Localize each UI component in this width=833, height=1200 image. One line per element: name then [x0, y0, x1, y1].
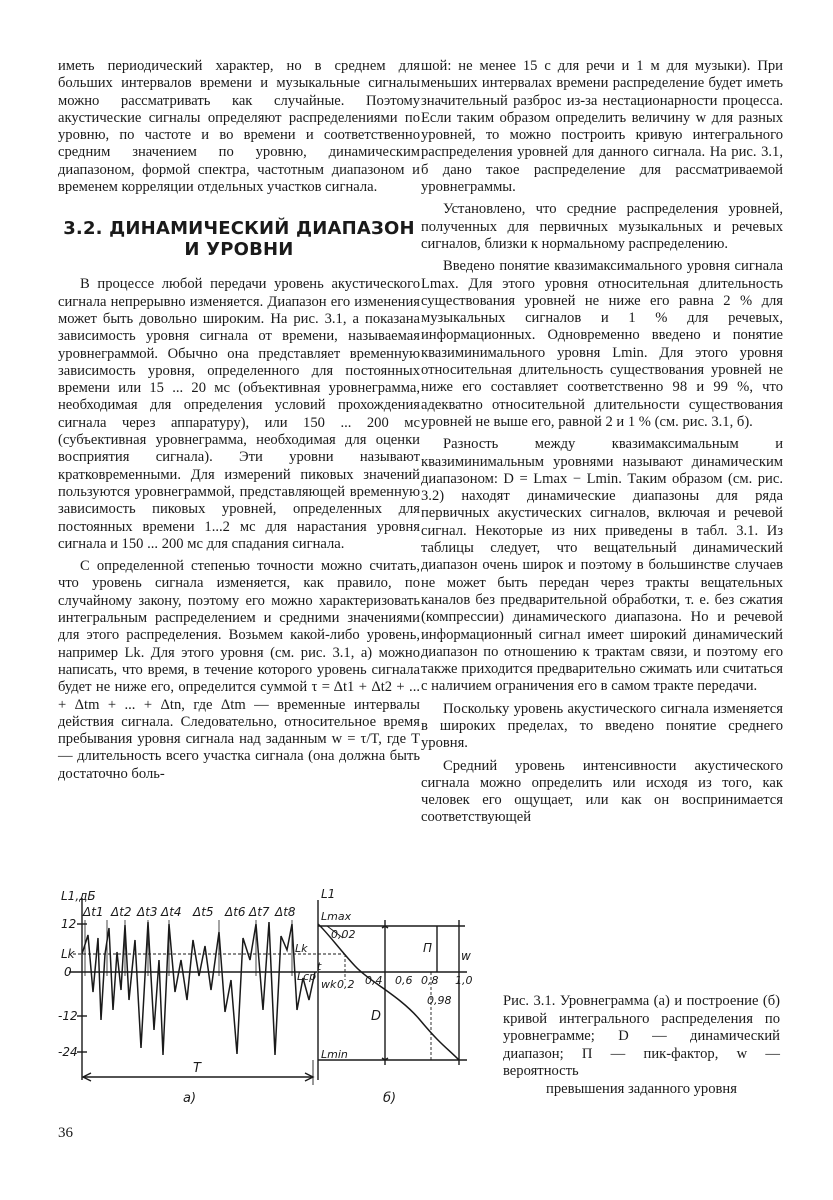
x-tick-0-8: 0,8 [421, 974, 439, 987]
interval-label-dt4: Δt4 [161, 905, 182, 919]
interval-label-dt3: Δt3 [137, 905, 158, 919]
lcp-label: Lср [297, 970, 317, 983]
right-column [421, 58, 783, 827]
tick-label-12: 12 [61, 917, 77, 931]
t-span-label: T [193, 1061, 201, 1076]
paragraph: Средний уровень интенсивности акустического сигнала можно определить или исходя из того, как человек его ощущает, или как он воспринимается соответствующей [421, 757, 783, 826]
x-tick-0-2: 0,2 [337, 978, 355, 991]
pi-label: П [423, 941, 433, 955]
paragraph: иметь периодический характер, но в среднем для больших интервалов времени и музыкальные сигналы можно рассматривать как случайные. Поэтому акустические сигналы определяют распределениями по уровню, по частоте и во времени и соответственно средним значением по уровню, динамическим диапазоном, формой спектра, частотным диапазоном и временем корреляции отдельных участков сигнала. [58, 58, 420, 196]
y-axis-label: L1,дБ [61, 889, 96, 903]
interval-label-dt6: Δt6 [225, 905, 246, 919]
interval-label-dt2: Δt2 [111, 905, 132, 919]
figure-3-1-svg [55, 880, 495, 1110]
tick-label-0: 0 [64, 965, 72, 979]
page-number: 36 [58, 1125, 73, 1141]
paragraph: В процессе любой передачи уровень акустического сигнала непрерывно изменяется. Диапазон его изменения может быть довольно широким. На рис. 3.1, а показана зависимость уровня сигнала от времени, называемая уровнеграммой. Обычно она представляет временную зависимость уровня, определенного для постоянных времени или 15 ... 20 мс (объективная уровнеграмма, необходимая для определения условий прохождения сигнала через аппаратуру), или 150 ... 200 мс (субъективная уровнеграмма, необходимая для оценки восприятия сигнала). Эти уровни называют кратковременными. Для измерений пиковых значений пользуются уровнеграммой, представляющей временную зависимость пиковых уровней, определенных для постоянных времени 1...2 мс для нарастания уровня сигнала и 150 ... 200 мс для спадания сигнала. [58, 276, 420, 552]
tick-label-lk: Lk [61, 947, 75, 961]
paragraph: Поскольку уровень акустического сигнала изменяется в широких пределах, то введено понятие среднего уровня. [421, 700, 783, 752]
paragraph: С определенной степенью точности можно считать, что уровень сигнала изменяется, как правило, по случайному закону, поэтому его можно характеризовать интегральным распределением и средними значениями для этого распределения. Возьмем какой-либо уровень, например Lk. Для этого уровня (см. рис. 3.1, а) можно написать, что время, в течение которого уровень сигнала будет не ниже его, определится суммой τ = Δt1 + Δt2 + ... + Δtm + ... + Δtn, где Δtm — временные интервалы действия сигнала. Следовательно, относительное время пребывания уровня сигнала над заданным w = τ/T, где T — длительность всего участка сигнала (она должна быть достаточно боль- [58, 558, 420, 782]
wk-label: wk [321, 978, 337, 991]
interval-label-dt5: Δt5 [193, 905, 214, 919]
x-tick-0-4: 0,4 [365, 974, 383, 987]
caption-text-last-line: превышения заданного уровня [546, 1080, 737, 1097]
x-tick-0-6: 0,6 [395, 974, 413, 987]
panel-b-label: б) [383, 1091, 397, 1106]
lk-label-b: Lk [295, 942, 308, 955]
x-tick-1-0: 1,0 [455, 974, 473, 987]
paragraph: шой: не менее 15 с для речи и 1 м для музыки). При меньших интервалах времени распределение будет иметь значительный разброс из-за нестационарности процесса. Если таким образом определить величину w для разных уровней, то можно построить кривую интегрального распределения уровней для данного сигнала. На рис. 3.1, б дано такое распределение для рассматриваемой уровнеграммы. [421, 58, 783, 196]
integral-distribution-curve [318, 924, 459, 1060]
section-heading-line2: И УРОВНИ [184, 239, 294, 261]
b-y-axis-label: L1 [321, 887, 336, 901]
val-002-label: 0,02 [331, 928, 356, 941]
interval-label-dt1: Δt1 [83, 905, 104, 919]
tick-label-minus-24: -24 [58, 1045, 78, 1059]
left-column [58, 58, 420, 783]
panel-a-label: а) [183, 1091, 197, 1106]
levelgram-curve [82, 922, 315, 1055]
val-098-label: 0,98 [427, 994, 452, 1007]
paragraph: Установлено, что средние распределения уровней, полученных для первичных музыкальных и речевых сигналов, близки к нормальному распределению. [421, 201, 783, 252]
paragraph: Разность между квазимаксимальным и квазиминимальным уровнями называют динамическим диапазоном: D = Lmax − Lmin. Таким образом (см. рис. 3.2) находят динамические диапазоны для ряда первичных акустических сигналов, включая и речевой сигнал. Некоторые из них приведены в табл. 3.1. Из таблицы следует, что вещательный динамический диапазон очень широк и поэтому в большинстве случаев не может быть передан через тракты вещательных каналов без предварительной обработки, т. е. без сжатия (компрессии) динамического диапазона. Но и речевой информационный сигнал имеет широкий динамический диапазон по отношению к трактам связи, и поэтому его также приходится предварительно сжимать или считаться с наличием ограничения его в самом тракте передачи. [421, 436, 783, 695]
tick-label-minus-12: -12 [58, 1009, 78, 1023]
paragraph: Введено понятие квазимаксимального уровня сигнала Lmax. Для этого уровня относительная длительность существования уровней не ниже его равна 2 % для музыкальных сигналов и 1 % для речевых, информационных. Одновременно введено и понятие квазиминимального уровня Lmin. Для этого уровня относительная длительность существования уровней не ниже его составляет соответственно 98 и 99 %, что адекватно относительной длительности существования уровней не выше его, равной 2 и 1 % (см. рис. 3.1, б). [421, 258, 783, 430]
d-label: D [371, 1009, 382, 1024]
interval-label-dt8: Δt8 [275, 905, 296, 919]
tau-label: t [317, 960, 322, 973]
w-label: w [461, 949, 471, 963]
lmax-label: Lmax [321, 910, 352, 923]
caption-text: Рис. 3.1. Уровнеграмма (а) и построение (б) кривой интегрального распределения по уровнеграмме; D — динамический диапазон; П — пик-фактор, w — вероятность [503, 993, 780, 1079]
figure-3-1 [55, 880, 495, 1110]
figure-caption [503, 993, 780, 1098]
interval-label-dt7: Δt7 [249, 905, 270, 919]
section-heading-line1: 3.2. ДИНАМИЧЕСКИЙ ДИАПАЗОН [63, 218, 415, 240]
lmin-label: Lmin [321, 1048, 348, 1061]
section-heading [58, 218, 420, 260]
